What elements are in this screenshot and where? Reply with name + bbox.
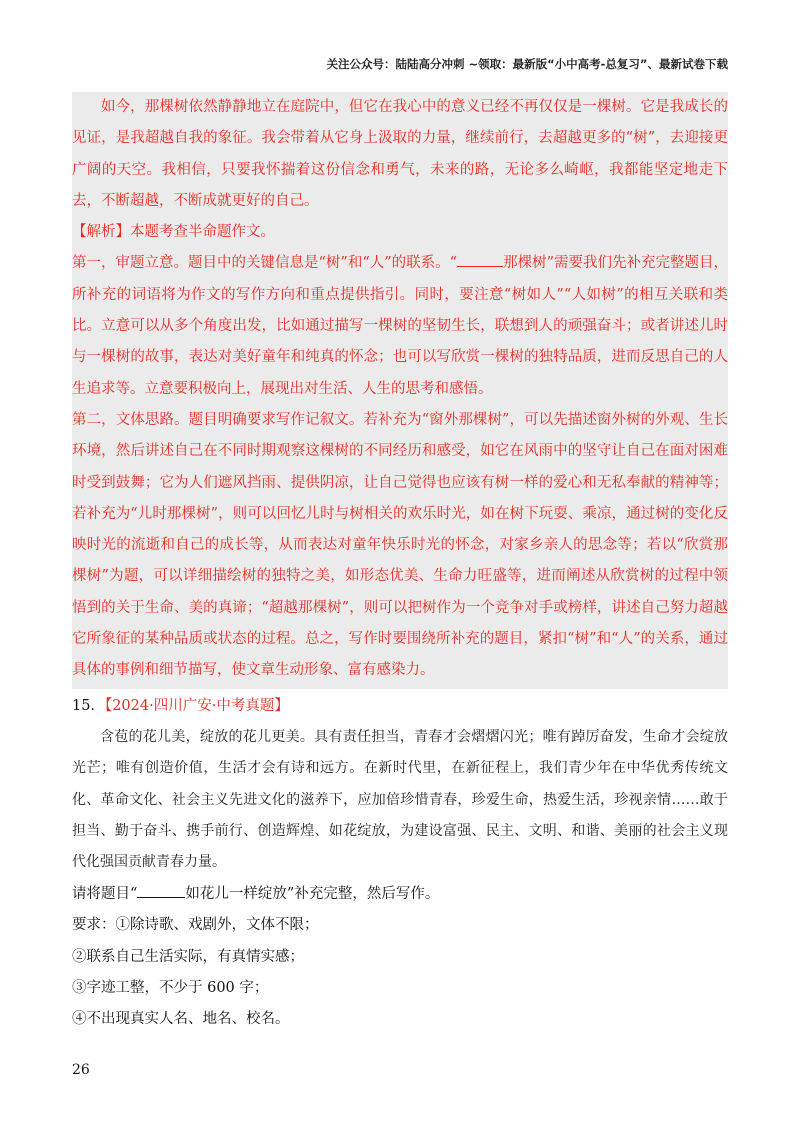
essay-closing-paragraph: 如今，那棵树依然静静地立在庭院中，但它在我心中的意义已经不再仅仅是一棵树。它是我成长的见证，是我超越自我的象征。我会带着从它身上汲取的力量，继续前行，去超越更多的“树”，去迎接更广阔的天空。我相信，只要我怀揣着这份信念和勇气，未来的路，无论多么崎岖，我都能坚定地走下去，不断超越，不断成就更好的自己。 xyxy=(72,99,728,209)
title-blank-2 xyxy=(137,883,185,898)
writing-instruction: 请将题目“ 如花儿一样绽放”补充完整，然后写作。 xyxy=(72,879,728,910)
requirement-4: ④不出现真实人名、地名、校名。 xyxy=(72,1011,290,1028)
analysis-paragraph-1: 第一，审题立意。题目中的关键信息是“树”和“人”的联系。“ 那棵树”需要我们先补充完整题目，所补充的词语将为作文的写作方向和重点提供指引。同时，要注意“树如人”“人如树”的相互关联和类比。立意可以从多个角度出发，比如通过描写一棵树的坚韧生长，联想到人的顽强奋斗；或者讲述儿时与一棵树的故事，表达对美好童年和纯真的怀念；也可以写欣赏一棵树的独特品质，进而反思自己的人生追求等。立意要积极向上，展现出对生活、人生的思考和感悟。 xyxy=(72,248,728,404)
title-blank xyxy=(457,252,503,267)
page-number: 26 xyxy=(72,1062,90,1078)
prompt-text: 含苞的花儿美，绽放的花儿更美。具有责任担当，青春才会熠熠闪光；唯有踔厉奋发，生命才会绽放光芒；唯有创造价值，生活才会有诗和远方。在新时代里，在新征程上，我们青少年在中华优秀传统文化、革命文化、社会主义先进文化的滋养下，应加倍珍惜青春，珍爱生命，热爱生活，珍视亲情……敢于担当、勤于奋斗、携手前行、创造辉煌、如花绽放，为建设富强、民主、文明、和谐、美丽的社会主义现代化强国贡献青春力量。 xyxy=(72,729,728,871)
analysis-paragraph-2: 第二，文体思路。题目明确要求写作记叙文。若补充为“窗外那棵树”，可以先描述窗外树的外观、生长环境，然后讲述自己在不同时期观察这棵树的不同经历和感受，如它在风雨中的坚守让自己在面对困难时受到鼓舞；它为人们遮风挡雨、提供阴凉，让自己觉得也应该有树一样的爱心和无私奉献的精神等；若补充为“儿时那棵树”，则可以回忆儿时与树相关的欢乐时光，如在树下玩耍、乘凉，通过树的变化反映时光的流逝和自己的成长等，从而表达对童年快乐时光的怀念，对家乡亲人的思念等；若以“欣赏那棵树”为题，可以详细描绘树的独特之美，如形态优美、生命力旺盛等，进而阐述从欣赏树的过程中领悟到的关于生命、美的真谛；“超越那棵树”，则可以把树作为一个竞争对手或榜样，讲述自己努力超越它所象征的某种品质或状态的过程。总之，写作时要围绕所补充的题目，紧扣“树”和“人”的关系，通过具体的事例和细节描写，使文章生动形象、富有感染力。 xyxy=(72,411,728,679)
requirement-3: ③字迹工整，不少于 600 字； xyxy=(72,979,269,996)
writing-task xyxy=(72,879,728,1035)
question-heading xyxy=(72,691,289,722)
analysis-label: 【解析】本题考查半命题作文。 xyxy=(72,224,275,241)
requirement-2: ②联系自己生活实际，有真情实感； xyxy=(72,948,304,965)
question-number: 15． xyxy=(72,698,105,714)
question-source-tag: 【2024·四川广安·中考真题】 xyxy=(104,698,289,714)
page-header: 关注公众号：陆陆高分冲刺 ~领取：最新版“小中高考-总复习”、最新试卷下载 xyxy=(326,57,728,71)
answer-analysis-block xyxy=(72,92,728,689)
question-prompt xyxy=(72,722,728,878)
requirement-1: 要求：①除诗歌、戏剧外，文体不限； xyxy=(72,917,319,934)
